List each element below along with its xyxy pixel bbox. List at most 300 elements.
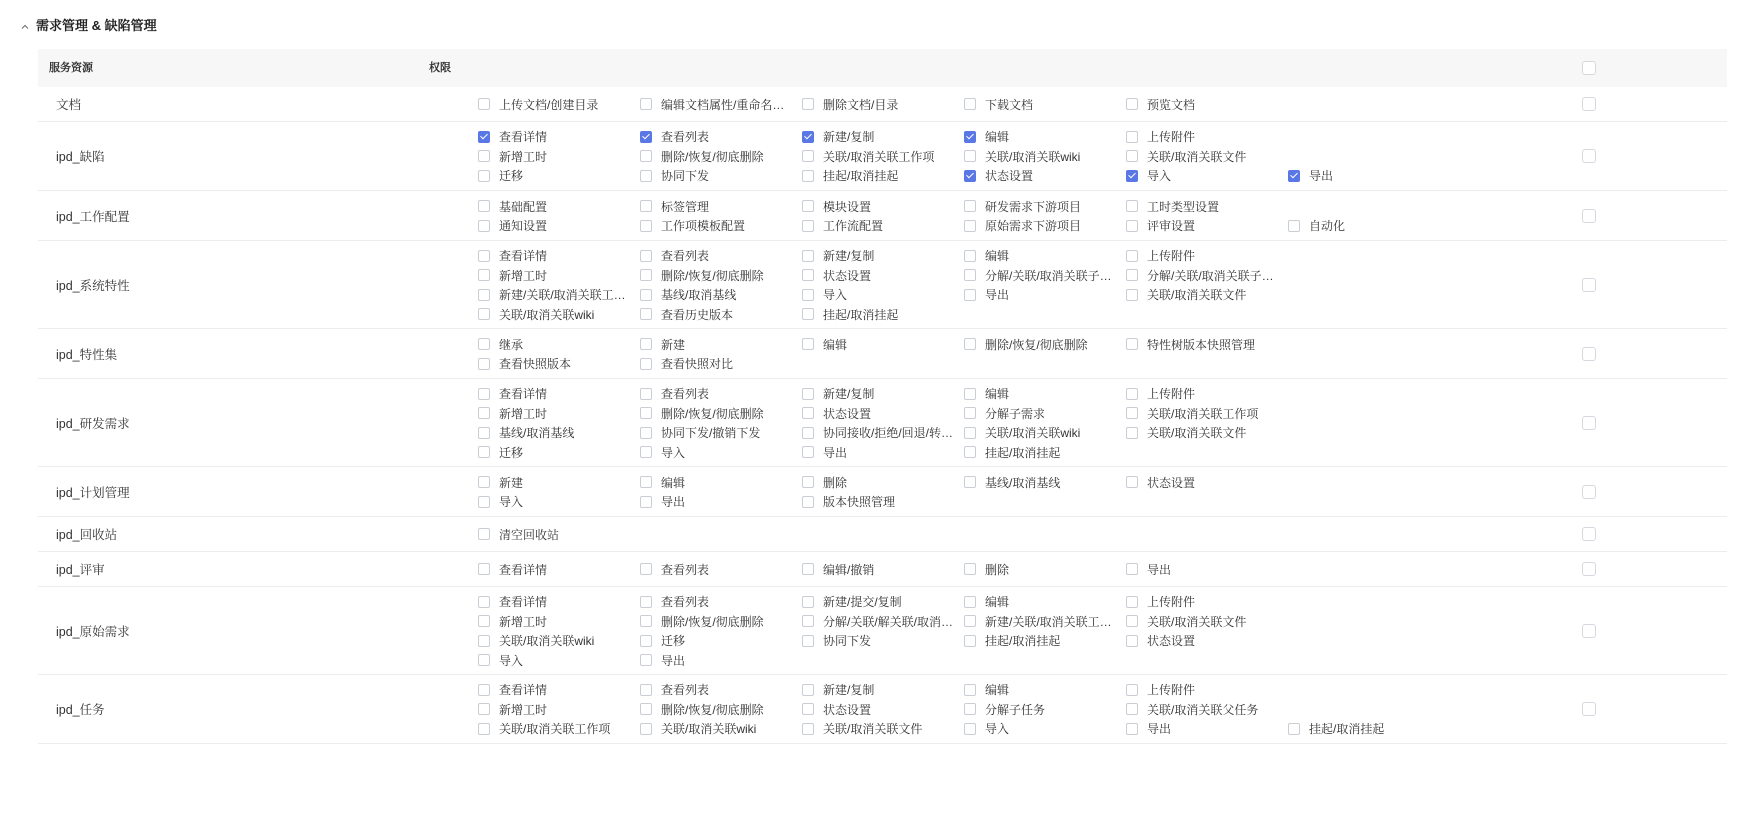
permission-option[interactable] <box>640 354 815 374</box>
permission-checkbox[interactable] <box>478 427 490 439</box>
permission-checkbox[interactable] <box>802 289 814 301</box>
permission-checkbox[interactable] <box>1126 250 1138 262</box>
permission-option[interactable] <box>478 403 653 423</box>
permission-option[interactable] <box>1126 403 1301 423</box>
permission-checkbox[interactable] <box>964 615 976 627</box>
row-select-checkbox[interactable] <box>1582 278 1596 292</box>
permission-checkbox[interactable] <box>964 684 976 696</box>
permission-option[interactable] <box>1126 631 1301 651</box>
permission-checkbox[interactable] <box>640 407 652 419</box>
permission-label: 查看列表 <box>661 130 710 145</box>
permission-label: 基线/取消基线 <box>985 475 1061 490</box>
permission-label: 关联/取消关联文件 <box>1147 288 1247 302</box>
permission-checkbox[interactable] <box>478 654 490 666</box>
permission-option[interactable] <box>640 285 815 305</box>
permission-option[interactable] <box>1126 559 1301 579</box>
permission-option[interactable] <box>640 592 815 612</box>
permission-option[interactable] <box>802 146 977 166</box>
permission-label: 导出 <box>1147 722 1172 737</box>
permission-checkbox[interactable] <box>640 684 652 696</box>
permission-checkbox[interactable] <box>964 446 976 458</box>
permission-checkbox[interactable] <box>964 563 976 575</box>
permission-option[interactable] <box>640 94 815 114</box>
permission-label: 协同接收/拒绝/回退/转… <box>823 426 954 440</box>
permission-option[interactable] <box>802 472 977 492</box>
chevron-up-icon[interactable] <box>20 19 30 29</box>
permission-option[interactable] <box>964 559 1139 579</box>
permission-option[interactable] <box>964 442 1139 462</box>
permission-checkbox[interactable] <box>478 308 490 320</box>
row-select-checkbox[interactable] <box>1582 527 1596 541</box>
permission-checkbox[interactable] <box>1126 338 1138 350</box>
permission-checkbox[interactable] <box>1126 170 1138 182</box>
permission-checkbox[interactable] <box>802 407 814 419</box>
permission-option[interactable] <box>640 472 815 492</box>
permission-checkbox[interactable] <box>640 446 652 458</box>
permission-option[interactable] <box>1288 166 1463 186</box>
permission-label: 导出 <box>1309 169 1334 184</box>
permission-option[interactable] <box>1126 334 1301 354</box>
permission-checkbox[interactable] <box>640 338 652 350</box>
permission-checkbox[interactable] <box>478 150 490 162</box>
permission-option[interactable] <box>478 680 653 700</box>
permission-option[interactable] <box>802 631 977 651</box>
permission-label: 删除/恢复/彻底删除 <box>661 268 764 283</box>
permission-checkbox[interactable] <box>1126 289 1138 301</box>
row-select-checkbox[interactable] <box>1582 209 1596 223</box>
permission-checkbox[interactable] <box>802 250 814 262</box>
permission-checkbox[interactable] <box>802 200 814 212</box>
permission-option[interactable] <box>1126 196 1301 216</box>
permission-option[interactable] <box>964 334 1139 354</box>
permission-option[interactable] <box>478 384 653 404</box>
permission-checkbox[interactable] <box>964 289 976 301</box>
permission-option[interactable] <box>1288 216 1463 236</box>
permission-checkbox[interactable] <box>478 269 490 281</box>
permission-label: 导入 <box>661 445 686 460</box>
permission-option[interactable] <box>640 166 815 186</box>
permission-checkbox[interactable] <box>1126 476 1138 488</box>
permission-label: 查看列表 <box>661 562 710 577</box>
permission-checkbox[interactable] <box>640 596 652 608</box>
permission-label: 关联/取消关联wiki <box>499 634 595 648</box>
permission-option[interactable] <box>1126 166 1301 186</box>
permission-option[interactable] <box>478 472 653 492</box>
permission-checkbox[interactable] <box>802 563 814 575</box>
permission-checkbox[interactable] <box>640 170 652 182</box>
permission-option[interactable] <box>640 146 815 166</box>
permission-checkbox[interactable] <box>802 220 814 232</box>
permission-checkbox[interactable] <box>478 170 490 182</box>
row-select-checkbox[interactable] <box>1582 97 1596 111</box>
permission-option[interactable] <box>1126 680 1301 700</box>
permission-checkbox[interactable] <box>640 615 652 627</box>
permission-checkbox[interactable] <box>1126 615 1138 627</box>
permission-checkbox[interactable] <box>1126 150 1138 162</box>
row-select-checkbox[interactable] <box>1582 347 1596 361</box>
permission-option[interactable] <box>640 216 815 236</box>
permission-option[interactable] <box>478 334 653 354</box>
permission-option[interactable] <box>802 304 977 324</box>
permission-label: 新建 <box>661 337 686 352</box>
permission-option[interactable] <box>964 592 1139 612</box>
permission-option[interactable] <box>964 384 1139 404</box>
permission-option[interactable] <box>478 442 653 462</box>
table-row <box>38 587 1727 675</box>
permission-label: 新建/复制 <box>823 683 875 698</box>
row-select-checkbox[interactable] <box>1582 562 1596 576</box>
permission-option[interactable] <box>478 524 653 544</box>
permission-checkbox[interactable] <box>964 476 976 488</box>
permission-checkbox[interactable] <box>478 407 490 419</box>
permission-option[interactable] <box>1126 265 1301 285</box>
permission-checkbox[interactable] <box>478 476 490 488</box>
permission-checkbox[interactable] <box>640 200 652 212</box>
permission-checkbox[interactable] <box>802 150 814 162</box>
permission-checkbox[interactable] <box>964 338 976 350</box>
permission-option[interactable] <box>802 265 977 285</box>
permission-option[interactable] <box>478 354 653 374</box>
permission-checkbox[interactable] <box>964 723 976 735</box>
permission-option[interactable] <box>964 472 1139 492</box>
permission-option[interactable] <box>964 423 1139 443</box>
permission-option[interactable] <box>640 492 815 512</box>
permission-option[interactable] <box>478 699 653 719</box>
permission-checkbox[interactable] <box>640 563 652 575</box>
permission-checkbox[interactable] <box>964 388 976 400</box>
permission-checkbox[interactable] <box>478 131 490 143</box>
permission-option[interactable] <box>964 265 1139 285</box>
permission-option[interactable] <box>1126 246 1301 266</box>
permission-option[interactable] <box>802 699 977 719</box>
permission-option[interactable] <box>964 285 1139 305</box>
permission-label: 关联/取消关联wiki <box>499 307 595 322</box>
permission-option[interactable] <box>1126 423 1301 443</box>
permission-option[interactable] <box>1126 611 1301 631</box>
permission-option[interactable] <box>478 246 653 266</box>
permission-checkbox[interactable] <box>1126 220 1138 232</box>
permission-checkbox[interactable] <box>640 98 652 110</box>
permission-checkbox[interactable] <box>640 723 652 735</box>
permission-option[interactable] <box>1126 384 1301 404</box>
permission-checkbox[interactable] <box>640 131 652 143</box>
permission-label: 编辑 <box>823 337 848 352</box>
resource-name: ipd_工作配置 <box>56 209 130 224</box>
permission-label: 删除 <box>823 475 848 490</box>
permission-option[interactable] <box>478 423 653 443</box>
permission-option[interactable] <box>640 423 815 443</box>
permission-checkbox[interactable] <box>964 150 976 162</box>
permission-checkbox[interactable] <box>1288 170 1300 182</box>
permission-option[interactable] <box>802 285 977 305</box>
permission-checkbox[interactable] <box>478 723 490 735</box>
permission-option[interactable] <box>478 650 653 670</box>
permission-checkbox[interactable] <box>964 170 976 182</box>
resource-name: ipd_研发需求 <box>56 416 130 431</box>
permission-checkbox[interactable] <box>478 250 490 262</box>
permission-checkbox[interactable] <box>802 596 814 608</box>
permission-checkbox[interactable] <box>640 427 652 439</box>
permission-checkbox[interactable] <box>478 684 490 696</box>
permission-checkbox[interactable] <box>1126 723 1138 735</box>
permission-label: 研发需求下游项目 <box>985 199 1082 214</box>
permission-option[interactable] <box>802 611 977 631</box>
permission-label: 删除 <box>985 562 1010 577</box>
permission-checkbox[interactable] <box>478 596 490 608</box>
permission-option[interactable] <box>802 334 977 354</box>
permission-checkbox[interactable] <box>478 446 490 458</box>
permission-checkbox[interactable] <box>1126 596 1138 608</box>
permission-option[interactable] <box>802 94 977 114</box>
permission-option[interactable] <box>964 246 1139 266</box>
permission-checkbox[interactable] <box>1126 703 1138 715</box>
permission-option[interactable] <box>802 719 977 739</box>
permission-option[interactable] <box>802 492 977 512</box>
permission-label: 挂起/取消挂起 <box>823 169 899 184</box>
permission-checkbox[interactable] <box>640 250 652 262</box>
permission-option[interactable] <box>640 334 815 354</box>
permission-checkbox[interactable] <box>640 703 652 715</box>
permission-checkbox[interactable] <box>802 635 814 647</box>
permission-option[interactable] <box>478 559 653 579</box>
permission-option[interactable] <box>478 285 653 305</box>
permission-checkbox[interactable] <box>802 131 814 143</box>
permission-option[interactable] <box>964 680 1139 700</box>
permission-option[interactable] <box>478 196 653 216</box>
permission-checkbox[interactable] <box>1126 269 1138 281</box>
permission-option[interactable] <box>640 631 815 651</box>
permission-checkbox[interactable] <box>640 358 652 370</box>
table-header <box>38 49 1727 87</box>
permission-checkbox[interactable] <box>1126 98 1138 110</box>
permission-option[interactable] <box>1126 94 1301 114</box>
select-all-checkbox[interactable] <box>1582 61 1596 75</box>
permission-option[interactable] <box>1126 592 1301 612</box>
permission-checkbox[interactable] <box>640 269 652 281</box>
section-header[interactable] <box>20 14 157 34</box>
permission-label: 导出 <box>985 288 1010 302</box>
permission-option[interactable] <box>964 166 1139 186</box>
permission-checkbox[interactable] <box>640 289 652 301</box>
permission-label: 查看列表 <box>661 595 710 609</box>
permission-option[interactable] <box>964 631 1139 651</box>
permission-checkbox[interactable] <box>478 358 490 370</box>
permission-option[interactable] <box>478 265 653 285</box>
permission-option[interactable] <box>964 699 1139 719</box>
permission-option[interactable] <box>640 265 815 285</box>
permission-checkbox[interactable] <box>478 200 490 212</box>
permission-option[interactable] <box>478 94 653 114</box>
permission-checkbox[interactable] <box>1126 684 1138 696</box>
permission-label: 新增工时 <box>499 614 548 629</box>
permission-checkbox[interactable] <box>802 723 814 735</box>
row-select-checkbox[interactable] <box>1582 416 1596 430</box>
permission-option[interactable] <box>802 442 977 462</box>
permission-checkbox[interactable] <box>1126 407 1138 419</box>
permission-option[interactable] <box>964 719 1139 739</box>
permission-checkbox[interactable] <box>964 250 976 262</box>
permission-label: 查看详情 <box>499 683 548 698</box>
table-row <box>38 241 1727 329</box>
permission-checkbox[interactable] <box>802 98 814 110</box>
permission-checkbox[interactable] <box>478 496 490 508</box>
permission-option[interactable] <box>802 384 977 404</box>
permission-checkbox[interactable] <box>478 528 490 540</box>
permission-checkbox[interactable] <box>802 338 814 350</box>
permission-checkbox[interactable] <box>640 220 652 232</box>
row-select-checkbox[interactable] <box>1582 485 1596 499</box>
permission-option[interactable] <box>478 492 653 512</box>
permission-checkbox[interactable] <box>478 635 490 647</box>
permission-label: 上传附件 <box>1147 595 1196 609</box>
permission-option[interactable] <box>478 146 653 166</box>
permission-checkbox[interactable] <box>1126 427 1138 439</box>
row-select-checkbox[interactable] <box>1582 149 1596 163</box>
permission-checkbox[interactable] <box>802 308 814 320</box>
permission-option[interactable] <box>478 631 653 651</box>
permission-checkbox[interactable] <box>964 200 976 212</box>
permission-label: 模块设置 <box>823 199 872 214</box>
permission-checkbox[interactable] <box>802 446 814 458</box>
permission-checkbox[interactable] <box>640 496 652 508</box>
permission-option[interactable] <box>640 442 815 462</box>
permission-option[interactable] <box>802 127 977 147</box>
permission-option[interactable] <box>802 592 977 612</box>
permission-label: 删除/恢复/彻底删除 <box>985 337 1088 352</box>
permission-checkbox[interactable] <box>802 703 814 715</box>
permission-label: 查看详情 <box>499 249 548 263</box>
permission-option[interactable] <box>802 166 977 186</box>
permission-checkbox[interactable] <box>964 98 976 110</box>
permission-option[interactable] <box>478 611 653 631</box>
permission-option[interactable] <box>1126 127 1301 147</box>
permission-label: 编辑 <box>985 249 1010 263</box>
permission-option[interactable] <box>964 94 1139 114</box>
permission-option[interactable] <box>640 304 815 324</box>
permission-option[interactable] <box>1126 146 1301 166</box>
permission-option[interactable] <box>1126 719 1301 739</box>
permission-option[interactable] <box>640 719 815 739</box>
permission-checkbox[interactable] <box>964 131 976 143</box>
permission-option[interactable] <box>640 384 815 404</box>
permission-checkbox[interactable] <box>640 150 652 162</box>
permission-option[interactable] <box>478 127 653 147</box>
permission-option[interactable] <box>640 680 815 700</box>
permission-option[interactable] <box>1126 699 1301 719</box>
permission-option[interactable] <box>802 246 977 266</box>
permission-option[interactable] <box>1126 216 1301 236</box>
permission-option[interactable] <box>802 196 977 216</box>
permission-option[interactable] <box>1288 719 1463 739</box>
permission-checkbox[interactable] <box>1288 723 1300 735</box>
permission-checkbox[interactable] <box>640 476 652 488</box>
permission-option[interactable] <box>964 127 1139 147</box>
permission-option[interactable] <box>640 699 815 719</box>
permission-option[interactable] <box>964 146 1139 166</box>
permission-checkbox[interactable] <box>478 338 490 350</box>
permission-option[interactable] <box>640 650 815 670</box>
permission-checkbox[interactable] <box>802 615 814 627</box>
permission-checkbox[interactable] <box>802 476 814 488</box>
permission-option[interactable] <box>478 592 653 612</box>
permission-checkbox[interactable] <box>1126 563 1138 575</box>
permission-option[interactable] <box>640 611 815 631</box>
permission-option[interactable] <box>640 559 815 579</box>
permission-checkbox[interactable] <box>964 703 976 715</box>
row-select-checkbox[interactable] <box>1582 624 1596 638</box>
permission-label: 导入 <box>499 653 524 668</box>
permission-label: 查看列表 <box>661 249 710 263</box>
permission-checkbox[interactable] <box>1126 388 1138 400</box>
permission-checkbox[interactable] <box>964 427 976 439</box>
permission-option[interactable] <box>640 246 815 266</box>
permission-checkbox[interactable] <box>802 388 814 400</box>
permission-checkbox[interactable] <box>1126 635 1138 647</box>
permission-option[interactable] <box>964 611 1139 631</box>
permission-checkbox[interactable] <box>1126 131 1138 143</box>
permission-checkbox[interactable] <box>964 635 976 647</box>
permission-checkbox[interactable] <box>640 654 652 666</box>
permission-checkbox[interactable] <box>964 407 976 419</box>
row-select-checkbox[interactable] <box>1582 702 1596 716</box>
permission-label: 新建/关联/取消关联工… <box>985 614 1112 629</box>
permission-checkbox[interactable] <box>640 308 652 320</box>
permission-checkbox[interactable] <box>1126 200 1138 212</box>
permission-option[interactable] <box>802 403 977 423</box>
permission-checkbox[interactable] <box>964 269 976 281</box>
permission-checkbox[interactable] <box>640 388 652 400</box>
permission-option[interactable] <box>640 403 815 423</box>
permission-label: 查看详情 <box>499 130 548 145</box>
permission-checkbox[interactable] <box>640 635 652 647</box>
permission-option[interactable] <box>802 680 977 700</box>
permission-option[interactable] <box>964 403 1139 423</box>
permission-checkbox[interactable] <box>802 496 814 508</box>
permission-checkbox[interactable] <box>1288 220 1300 232</box>
permission-label: 新建/关联/取消关联工… <box>499 288 626 302</box>
permission-checkbox[interactable] <box>478 563 490 575</box>
permission-option[interactable] <box>640 127 815 147</box>
permission-option[interactable] <box>478 304 653 324</box>
permission-label: 删除/恢复/彻底删除 <box>661 614 764 629</box>
permission-checkbox[interactable] <box>478 220 490 232</box>
permission-checkbox[interactable] <box>802 269 814 281</box>
permission-checkbox[interactable] <box>478 289 490 301</box>
permission-checkbox[interactable] <box>478 98 490 110</box>
permission-label: 基线/取消基线 <box>661 288 737 302</box>
permission-option[interactable] <box>1126 472 1301 492</box>
permission-option[interactable] <box>478 216 653 236</box>
permission-option[interactable] <box>640 196 815 216</box>
permission-checkbox[interactable] <box>964 596 976 608</box>
permission-option[interactable] <box>802 216 977 236</box>
permission-option[interactable] <box>802 423 977 443</box>
permission-checkbox[interactable] <box>802 170 814 182</box>
permission-option[interactable] <box>964 216 1139 236</box>
permission-checkbox[interactable] <box>964 220 976 232</box>
permission-option[interactable] <box>478 719 653 739</box>
permission-option[interactable] <box>1126 285 1301 305</box>
permission-option[interactable] <box>478 166 653 186</box>
permission-checkbox[interactable] <box>478 388 490 400</box>
permission-option[interactable] <box>964 196 1139 216</box>
permission-checkbox[interactable] <box>802 427 814 439</box>
permission-checkbox[interactable] <box>802 684 814 696</box>
permission-checkbox[interactable] <box>478 615 490 627</box>
permission-checkbox[interactable] <box>478 703 490 715</box>
permission-label: 关联/取消关联wiki <box>985 149 1081 164</box>
permission-option[interactable] <box>802 559 977 579</box>
